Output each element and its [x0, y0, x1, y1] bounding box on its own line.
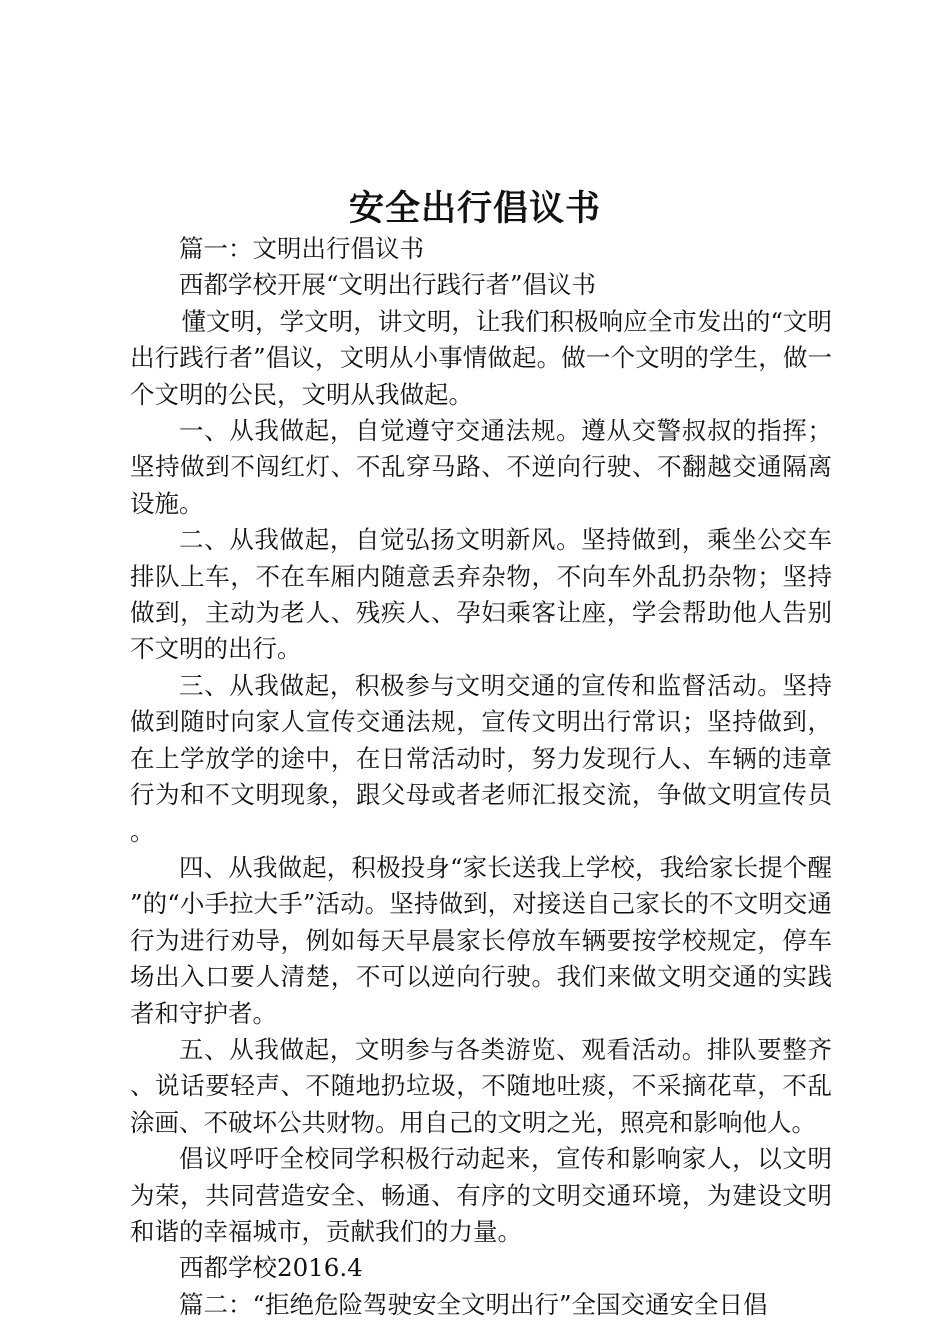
paragraph-point-2: 二、从我做起，自觉弘扬文明新风。坚持做到，乘坐公交车排队上车，不在车厢内随意丢弃杂物，不向车外乱扔杂物；坚持做到，主动为老人、残疾人、孕妇乘客让座，学会帮助他人告别不文明的出行。 [130, 525, 832, 664]
closing-paragraph: 倡议呼吁全校同学积极行动起来，宣传和影响家人，以文明为荣，共同营造安全、畅通、有序的文明交通环境，为建设文明和谐的幸福城市，贡献我们的力量。 [130, 1144, 832, 1246]
signature-line: 西都学校2016.4 [179, 1253, 363, 1283]
paragraph-point-1: 一、从我做起，自觉遵守交通法规。遵从交警叔叔的指挥；坚持做到不闯红灯、不乱穿马路、不逆向行驶、不翻越交通隔离设施。 [130, 416, 832, 518]
section-heading-1: 篇一：文明出行倡议书 [179, 234, 424, 263]
paragraph-point-5: 五、从我做起，文明参与各类游览、观看活动。排队要整齐、说话要轻声、不随地扔垃圾，不随地吐痰，不采摘花草，不乱涂画、不破坏公共财物。用自己的文明之光，照亮和影响他人。 [130, 1034, 832, 1137]
paragraph-point-4: 四、从我做起，积极投身“家长送我上学校，我给家长提个醒”的“小手拉大手”活动。坚持做到，对接送自己家长的不文明交通行为进行劝导，例如每天早晨家长停放车辆要按学校规定，停车场出入口要人清楚，不可以逆向行驶。我们来做文明交通的实践者和守护者。 [130, 852, 832, 1028]
section-heading-2: 篇二：“拒绝危险驾驶安全文明出行”全国交通安全日倡 [179, 1289, 768, 1319]
document-title: 安全出行倡议书 [348, 189, 601, 229]
paragraph-point-3: 三、从我做起，积极参与文明交通的宣传和监督活动。坚持做到随时向家人宣传交通法规，宣传文明出行常识；坚持做到，在上学放学的途中，在日常活动时，努力发现行人、车辆的违章行为和不文明现象，跟父母或者老师汇报交流，争做文明宣传员。 [130, 670, 832, 846]
intro-paragraph: 懂文明，学文明，讲文明，让我们积极响应全市发出的“文明出行践行者”倡议，文明从小事情做起。做一个文明的学生，做一个文明的公民，文明从我做起。 [130, 306, 832, 409]
subheading: 西都学校开展“文明出行践行者”倡议书 [179, 270, 597, 300]
document-body [130, 231, 832, 1323]
